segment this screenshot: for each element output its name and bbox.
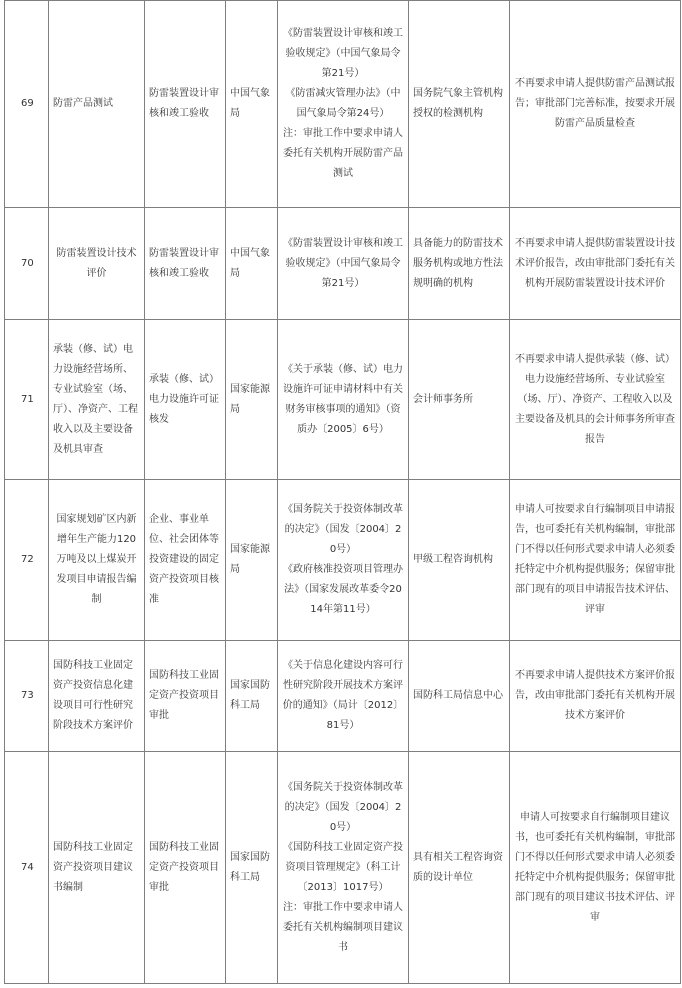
row-number: 71 [5,320,49,480]
table-row [5,1,681,208]
approval-item: 承装（修、试）电力设施许可证核发 [145,320,226,480]
approval-item: 企业、事业单位、社会团体等投资建设的固定资产投资项目核准 [145,480,226,641]
department: 中国气象局 [226,1,278,208]
legal-basis: 《关于承装（修、试）电力设施许可证申请材料中有关财务审核事项的通知》（资质办〔2005〕6号） [278,320,409,480]
table-row [5,208,681,320]
handling-opinion: 不再要求申请人提供防雷装置设计技术评价报告，改由审批部门委托有关机构开展防雷装置设计技术评价 [510,208,681,320]
table-row [5,641,681,752]
service-item: 防雷装置设计技术评价 [49,208,145,320]
approval-item: 国防科技工业固定资产投资项目审批 [145,641,226,752]
approval-item: 防雷装置设计审核和竣工验收 [145,208,226,320]
legal-basis: 《防雷装置设计审核和竣工验收规定》（中国气象局令第21号） [278,208,409,320]
department: 国家国防科工局 [226,641,278,752]
service-provider: 国防科工局信息中心 [409,641,510,752]
approval-item: 防雷装置设计审核和竣工验收 [145,1,226,208]
department: 国家能源局 [226,320,278,480]
service-item: 国防科技工业固定资产投资项目建议书编制 [49,752,145,984]
service-item: 国防科技工业固定资产投资信息化建设项目可行性研究阶段技术方案评价 [49,641,145,752]
row-number: 73 [5,641,49,752]
department: 中国气象局 [226,208,278,320]
service-item: 防雷产品测试 [49,1,145,208]
service-provider: 国务院气象主管机构授权的检测机构 [409,1,510,208]
legal-basis: 《关于信息化建设内容可行性研究阶段开展技术方案评价的通知》（局计〔2012〕81号） [278,641,409,752]
legal-basis: 《国务院关于投资体制改革的决定》（国发〔2004〕20号） 《政府核准投资项目管理办法》（国家发展改革委令2014年第11号） [278,480,409,641]
row-number: 69 [5,1,49,208]
service-item: 国家规划矿区内新增年生产能力120万吨及以上煤炭开发项目申请报告编制 [49,480,145,641]
service-provider: 具有相关工程咨询资质的设计单位 [409,752,510,984]
service-provider: 甲级工程咨询机构 [409,480,510,641]
department: 国家能源局 [226,480,278,641]
row-number: 72 [5,480,49,641]
department: 国家国防科工局 [226,752,278,984]
handling-opinion: 不再要求申请人提供承装（修、试）电力设施经营场所、专业试验室（场、厅）、净资产、工程收入以及主要设备及机具的会计师事务所审查报告 [510,320,681,480]
table-row [5,320,681,480]
legal-basis: 《防雷装置设计审核和竣工验收规定》（中国气象局令第21号） 《防雷减灾管理办法》（中国气象局令第24号） 注：审批工作中要求申请人委托有关机构开展防雷产品测试 [278,1,409,208]
handling-opinion: 申请人可按要求自行编制项目建议书，也可委托有关机构编制，审批部门不得以任何形式要求申请人必须委托特定中介机构提供服务；保留审批部门现有的项目建议书技术评估、评审 [510,752,681,984]
approval-item: 国防科技工业固定资产投资项目审批 [145,752,226,984]
table-row [5,480,681,641]
legal-basis: 《国务院关于投资体制改革的决定》（国发〔2004〕20号） 《国防科技工业固定资产投资项目管理规定》（科工计〔2013〕1017号） 注：审批工作中要求申请人委托有关机构编制项目建议书 [278,752,409,984]
table-row [5,752,681,984]
handling-opinion: 不再要求申请人提供技术方案评价报告，改由审批部门委托有关机构开展技术方案评价 [510,641,681,752]
service-provider: 会计师事务所 [409,320,510,480]
handling-opinion: 不再要求申请人提供防雷产品测试报告；审批部门完善标准，按要求开展防雷产品质量检查 [510,1,681,208]
services-table [4,0,681,984]
service-provider: 具备能力的防雷技术服务机构或地方性法规明确的机构 [409,208,510,320]
handling-opinion: 申请人可按要求自行编制项目申请报告，也可委托有关机构编制，审批部门不得以任何形式要求申请人必须委托特定中介机构提供服务；保留审批部门现有的项目申请报告技术评估、评审 [510,480,681,641]
row-number: 70 [5,208,49,320]
service-item: 承装（修、试）电力设施经营场所、专业试验室（场、厅）、净资产、工程收入以及主要设备及机具审查 [49,320,145,480]
row-number: 74 [5,752,49,984]
